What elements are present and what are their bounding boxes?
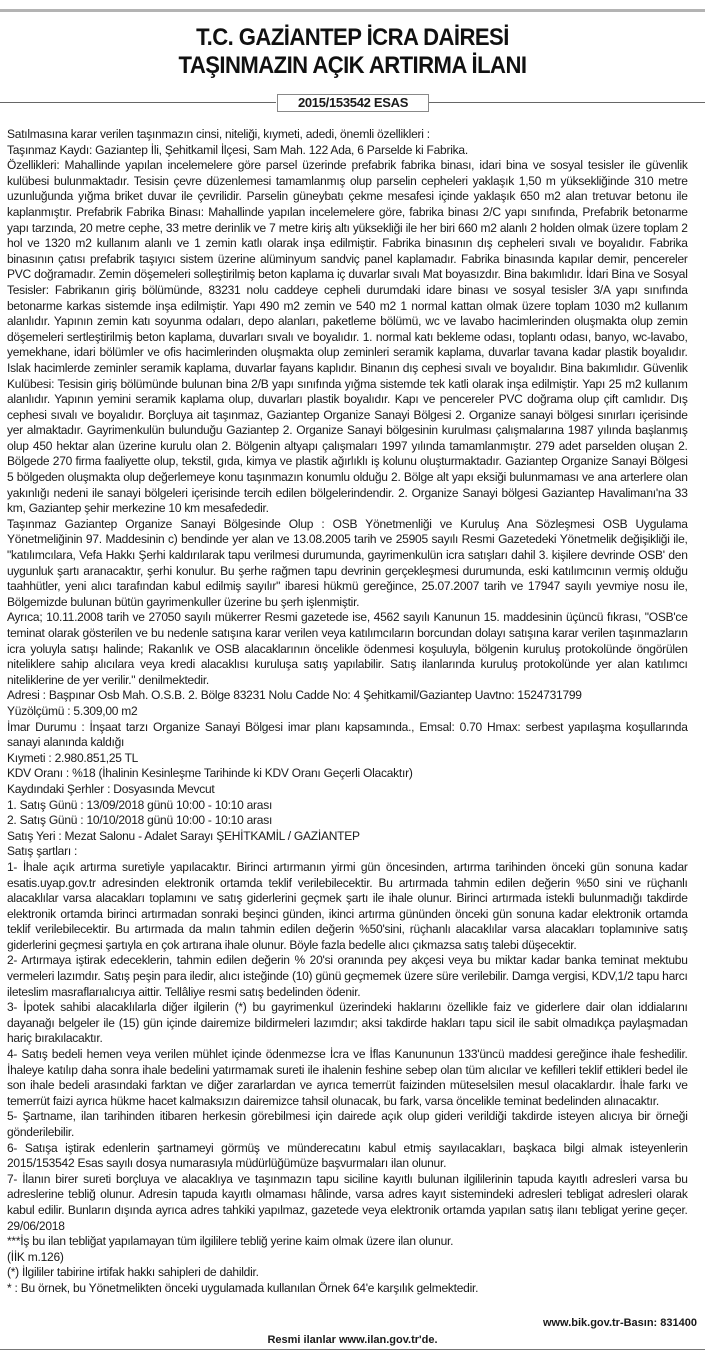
- paragraph-address: Adresi : Başpınar Osb Mah. O.S.B. 2. Bölge 83231 Nolu Cadde No: 4 Şehitkamil/Gaziantep Uavtno: 1524731799: [7, 688, 582, 703]
- title-line-1: T.C. GAZİANTEP İCRA DAİRESİ: [196, 24, 509, 51]
- paragraph-annotations: Kaydındaki Şerhler : Dosyasında Mevcut: [7, 781, 215, 796]
- top-divider: [0, 9, 705, 12]
- paragraph-osb-regulation: Taşınmaz Gaziantep Organize Sanayi Bölgesinde Olup : OSB Yönetmenliği ve Kuruluş Ana Sözleşmesi OSB Uygulama Yönetmeliğinin 97. Maddesinin c) bendinde yer alan ve 13.08.2005 tarih ve 25905 sayılı Resmi Gazetedeki Yönetmelik değişikliği ile, "katılımcılara, Vefa Hakkı Şerhi kaldırılarak tapu verilmesi durumunda, gayrimenkulün icra satışları dahil 3. kişilere devrinde OSB' den uygunluk şartı aranacaktır, şerhi konulur. Bu şerhe rağmen tapu devrinin gerçekleşmesi durumunda, eski katılımcının vermiş olduğu taahhütler, yeni alıcı tarafından kabul edilmiş sayılır" ibaresi hükmü gereğince, 25.07.2007 tarih ve 17947 sayılı yevmiye nosu ile, Bölgemizde bulunan bütün gayrimenkuller üzerine bu şerh işlenmiştir.: [7, 516, 688, 609]
- paragraph-osb-gazette: Ayrıca; 10.11.2008 tarih ve 27050 sayılı mükerrer Resmi gazetede ise, 4562 sayılı Kanunun 15. maddesinin üçüncü fıkrası, "OSB'ce teminat olarak gösterilen ve bu nedenle satışına karar verilen veya katılımcıların borcundan dolayı satışına karar verilen taşınmazların icra yoluyla satışı halinde; Rakanlık ve OSB alacaklarının öncelikle ödenmesi koşuluyla, bölgenin kuruluş protokolünde öngörülen niteliklere sahip alıcılara veya kredi alacaklısı kuruluşa satış yapılabilir. Satış ilanlarında kuruluş protokolünde yer alan katılımcı niteliklerine de yer verilir." denilmektedir.: [7, 610, 688, 687]
- paragraph-sale-place: Satış Yeri : Mezat Salonu - Adalet Sarayı ŞEHİTKAMİL / GAZİANTEP: [7, 828, 360, 843]
- paragraph-sale-day-1: 1. Satış Günü : 13/09/2018 günü 10:00 - 10:10 arası: [7, 797, 273, 812]
- paragraph-sale-terms-heading: Satış şartları :: [7, 844, 78, 859]
- paragraph-area: Yüzölçümü : 5.309,00 m2: [7, 703, 138, 718]
- paragraph-term-5: 5- Şartname, ilan tarihinden itibaren herkesin görebilmesi için dairede açık olup gideri verildiği takdirde isteyen alıcıya bir örneği gönderilebilir.: [7, 1109, 688, 1139]
- paragraph-term-6: 6- Satışa iştirak edenlerin şartnameyi görmüş ve münderecatını kabul etmiş sayılacakları, başkaca bilgi almak isteyenlerin 2015/153542 Esas sayılı dosya numarasıyla müdürlüğümüze başvurmaları ilan olunur.: [7, 1140, 688, 1171]
- paragraph-term-3: 3- İpotek sahibi alacaklılarla diğer ilgilerin (*) bu gayrimenkul üzerindeki haklarını özellikle faiz ve giderlere dair olan iddialarını dayanağı belgeler ile (15) gün içinde dairemize bildirmeleri lazımdır; aksi takdirde hakları tapu sicil ile sabit olmadıkça paylaşmadan hariç bırakılacaktır.: [7, 1000, 688, 1046]
- notice-title: [28, 24, 677, 80]
- paragraph-property-record: Taşınmaz Kaydı: Gaziantep İli, Şehitkamil İlçesi, Sam Mah. 122 Ada, 6 Parselde ki Fabrika.: [7, 142, 468, 157]
- title-line-2: TAŞINMAZIN AÇIK ARTIRMA İLANI: [178, 52, 527, 79]
- paragraph-term-2: 2- Artırmaya iştirak edeceklerin, tahmin edilen değerin % 20'si oranında pey akçesi veya bu miktar kadar banka teminat mektubu vermeleri lazımdır. Satış peşin para iledir, alıcı isteğinde (10) günü geçmemek üzere süre verilebilir. Damga vergisi, KDV,1/2 tapu harcı ileteslim masraflarıalıcıya aittir. Tellâliye resmi satış bedelinden ödenir.: [7, 953, 688, 999]
- paragraph-sale-day-2: 2. Satış Günü : 10/10/2018 günü 10:00 - 10:10 arası: [7, 813, 273, 828]
- press-reference: www.bik.gov.tr-Basın: 831400: [542, 1317, 697, 1329]
- paragraph-notification: ***İş bu ilan tebliğat yapılamayan tüm ilgililere tebliğ yerine kaim olmak üzere ilan olunur.: [7, 1234, 454, 1249]
- paragraph-term-7: 7- İlanın birer sureti borçluya ve alacaklıya ve taşınmazın tapu siciline kayıtlı bulunan ilgililerinin tapuda kayıtlı adresleri varsa bu adreslerine tebliğ olunur. Adresin tapuda kayıtlı olmaması hâlinde, varsa adres kayıt sistemindeki adresleri tebligat adresleri olarak kabul edilir. Bunların dışında ayrıca adres tahkiki yapılmaz, gazetede veya elektronik ortamda yapılan satış ilanı tebligat yerine geçer. 29/06/2018: [7, 1171, 688, 1233]
- case-number-badge: 2015/153542 ESAS: [277, 94, 429, 112]
- notice-body: [7, 127, 688, 1297]
- official-notice-link: Resmi ilanlar www.ilan.gov.tr'de.: [267, 1334, 438, 1346]
- case-number-rule-right: [429, 102, 705, 103]
- paragraph-term-1: 1- İhale açık artırma suretiyle yapılacaktır. Birinci artırmanın yirmi gün öncesinden, artırma tarihinden önceki gün sonuna kadar esatis.uyap.gov.tr adresinden elektronik ortamda teklif verilebilecektir. Bu artırmada tahmin edilen değerin %50 sini ve rüçhanlı alacaklılar varsa alacakları toplamını ve satış giderlerini geçmek şartı ile ihale olunur. Birinci artırmada istekli bulunmadığı takdirde elektronik ortamda birinci artırmadan sonraki beşinci günden, ikinci artırma gününden önceki gün sonuna kadar elektronik ortamda teklif verilebilecektir. Bu artırmada da malın tahmin edilen değerin %50'sini, rüçhanlı alacaklılar varsa alacakları toplamınive satış giderlerini geçmesi şartıyla en çok artırana ihale olunur. Böyle fazla bedelle alıcı çıkmazsa satış talebi düşecektir.: [7, 859, 688, 952]
- case-number-rule-left: [0, 102, 276, 103]
- paragraph-features: Özellikleri: Mahallinde yapılan incelemelere göre parsel üzerinde prefabrik fabrika binası, idari bina ve sosyal tesisler ile güvenlik kulübesi bulunmaktadır. Tesisin çevre düzenlemesi tamamlanmış olup parselin cepheleri yaklaşık 1,50 m yüksekliğinde 310 metre uzunluğunda yığma briket duvar ile çevrilidir. Parselin güneybatı çekme mesafesi içinde yaklaşık 650 m2 alan tretuvar betonu ile kaplanmıştır. Prefabrik Fabrika Binası: Mahallinde yapılan incelemelere göre, fabrika binası 2/C yapı sınıfında, Prefabrik betonarme yapı tarzında, 20 metre cephe, 33 metre derinlik ve 7 metre kiriş altı yüksekliği ile her biri 660 m2 alanlı 2 holden olmak üzere toplam 2 hol ve 1320 m2 kullanım alanlı ve 1 zemin katlı olarak inşa edilmiştir. Fabrika binasının dış cepheleri sıvalı ve boyalıdır. Fabrika binasının çatısı prefabrik taşıyıcı sistem üzerine alüminyum sandviç panel kaplamadır. Fabrika binasında kapılar demir, pencereler PVC doğramadır. Zemin döşemeleri solleştirilmiş beton kaplama iç duvarlar sıvalı Mat boyasızdır. Bina bakımlıdır. İdari Bina ve Sosyal Tesisler: Fabrikanın giriş bölümünde, 83231 nolu caddeye cepheli durumdaki idare binası ve sosyal tesisler 3/A yapı sınıfında betonarme karkas sistemde inşa edilmiştir. Yapı 490 m2 zemin ve 540 m2 1 normal kattan olmak üzere toplam 1030 m2 kullanım alanlıdır. Yapının zemin katı soyunma odaları, depo alanları, paketleme bölümü, wc ve lavabo hacimlerinden oluşmakta olup zemin döşemeleri sertleştirilmiş beton kaplama, duvarları sıvalı ve boyalıdır. 1. normal katı bekleme odası, toplantı odası, banyo, wc-lavabo, yemekhane, idari bölümler ve ofis hacimlerinden oluşmakta olup zeminleri seramik kaplama, duvarlar tavana kadar plastik boyalıdır. Islak hacimlerde zeminler seramik kaplama, duvarlar fayans kaplıdır. Binanın dış cephesi sıvalı ve boyalıdır. Bina bakımlıdır. Güvenlik Kulübesi: Tesisin giriş bölümünde bulunan bina 2/B yapı sınıfında yığma sistemde tek katli olarak inşa edilmiştir. Yapı 25 m2 kullanım alanlıdır. Yapının yemini seramik kaplama olup, duvarları plastik boyalıdır. Kapı ve pencereler PVC doğrama olup çift camlıdır. Dış cephesi sıvalı ve boyalıdır. Borçluya ait taşınmaz, Gaziantep Organize Sanayi Bölgesi 2. Organize sanayi bölgesi sınırları içerisinde yer almaktadır. Gayrimenkulün bulunduğu Gaziantep 2. Organize Sanayi bölgesinin kurulması çalışmalarına 1987 yılında başlanmış olup 450 hektar alan üzerine kurulu olan 2. Bölgenin altyapı çalışmaları 1997 yılında tamamlanmıştır. 279 adet parselden oluşan 2. Bölgede 270 firma faaliyette olup, tekstil, gıda, kimya ve plastik ağırlıklı iş kolunu oluşturmaktadır. Gaziantep Organize Sanayi Bölgesi 5 bölgeden oluşmakta olup değerlemeye konu taşınmazın konumlu olduğu 2. Bölge alt yapı eksiği bulunmaması ve ana arterlere olan yakınlığı nedeni ile sanayi bölgeleri içerisinde tercih edilen bölgelerindendir. 2. Organize Sanayi bölgesi Gaziantep Havalimanı'na 33 km, Gaziantep şehir merkezine 10 km mesafededir.: [7, 158, 688, 516]
- paragraph-iik: (İİK m.126): [7, 1249, 64, 1264]
- paragraph-zoning: İmar Durumu : İnşaat tarzı Organize Sanayi Bölgesi imar planı kapsamında., Emsal: 0.70 Hmax: serbest yapılaşma koşullarında sanayi alanında kaldığı: [7, 719, 688, 750]
- paragraph-footnote-2: * : Bu örnek, bu Yönetmelikten önceki uygulamada kullanılan Örnek 64'e karşılık gelmektedir.: [7, 1280, 479, 1295]
- bottom-divider: [0, 1349, 705, 1350]
- paragraph-vat: KDV Oranı : %18 (İhalinin Kesinleşme Tarihinde ki KDV Oranı Geçerli Olacaktır): [7, 766, 413, 781]
- paragraph-intro: Satılmasına karar verilen taşınmazın cinsi, niteliği, kıymeti, adedi, önemli özellikleri :: [7, 127, 430, 141]
- paragraph-value: Kıymeti : 2.980.851,25 TL: [7, 750, 139, 765]
- paragraph-footnote-1: (*) İlgililer tabirine irtifak hakkı sahipleri de dahildir.: [7, 1265, 259, 1280]
- paragraph-term-4: 4- Satış bedeli hemen veya verilen mühlet içinde ödenmezse İcra ve İflas Kanununun 133'üncü maddesi gereğince ihale feshedilir. İhaleye katılıp daha sonra ihale bedelini yatırmamak sureti ile ihalenin feshine sebep olan tüm alıcılar ve kefilleri teklif ettikleri bedel ile son ihale bedeli arasındaki farktan ve diğer zararlardan ve ayrıca temerrüt faizinden müteselsilen mesul olacaklardır. İhale farkı ve temerrüt faizi ayrıca hükme hacet kalmaksızın dairemizce tahsil olunacak, bu fark, varsa öncelikle teminat bedelinden alınacaktır.: [7, 1047, 688, 1108]
- case-number-row: [0, 94, 705, 112]
